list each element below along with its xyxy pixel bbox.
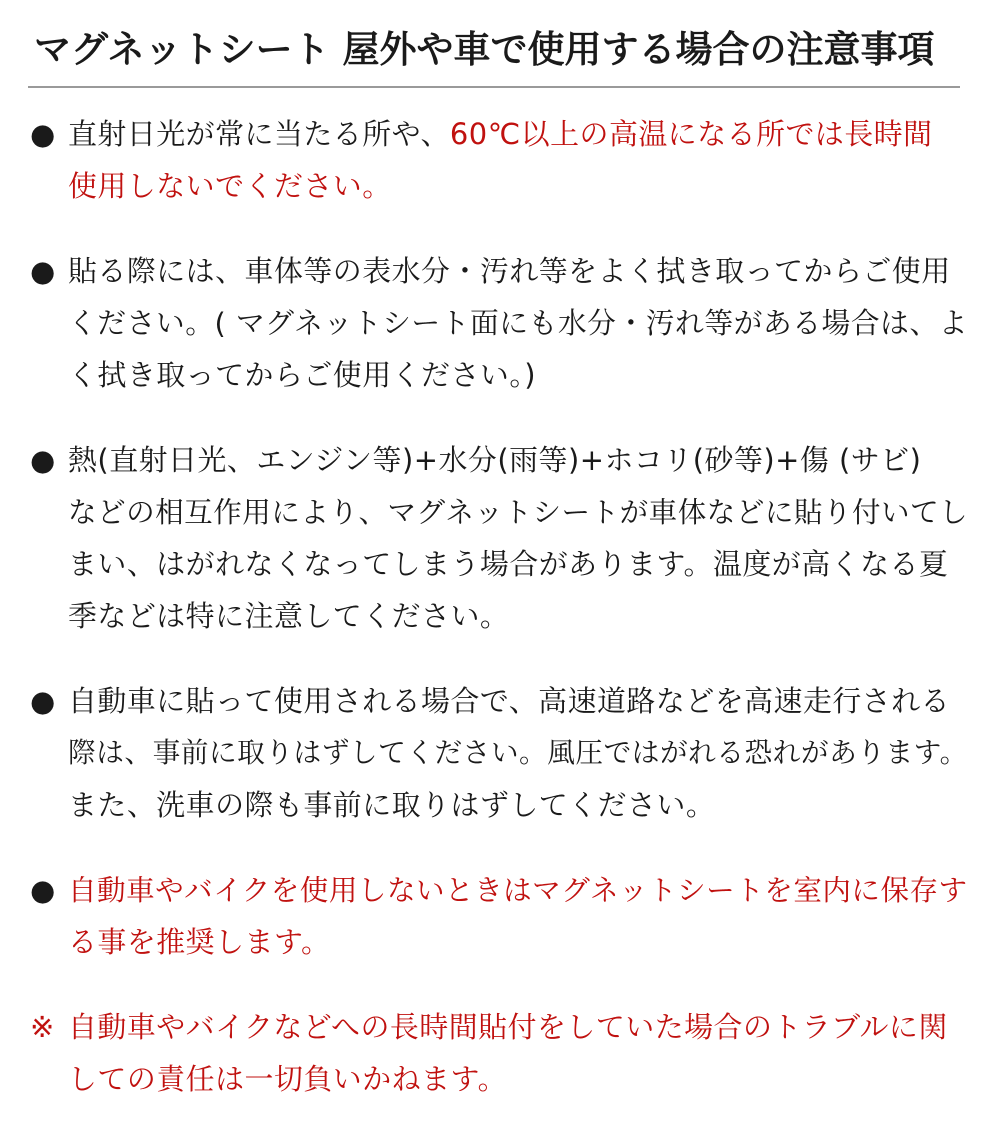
note-line: などの相互作用により、マグネットシートが車体などに貼り付いてし	[68, 495, 969, 529]
note-line: る事を推奨します。	[68, 925, 331, 959]
disclaimer	[30, 1001, 970, 1105]
note-line: また、洗車の際も事前に取りはずしてください。	[68, 788, 716, 822]
note-line: 熱(直射日光、エンジン等)+水分(雨等)+ホコリ(砂等)+傷 (サビ)	[68, 443, 922, 477]
note-line	[68, 160, 970, 212]
note-line: 際は、事前に取りはずしてください。風圧ではがれる恐れがあります。	[68, 736, 968, 769]
note-warning-text: 使用しないでください。	[68, 169, 392, 203]
note-warning-text: 60℃以上の高温になる所では長時間	[449, 117, 933, 151]
bullet-icon: ●	[30, 873, 56, 907]
caution-item-adhesion	[30, 434, 970, 642]
note-line: しての責任は一切負いかねます。	[68, 1062, 508, 1096]
caution-item-heat	[30, 108, 970, 212]
title-divider	[28, 86, 960, 88]
note-line: ください。( マグネットシート面にも水分・汚れ等がある場合は、よ	[68, 306, 969, 340]
note-line: まい、はがれなくなってしまう場合があります。温度が高くなる夏	[68, 547, 949, 581]
caution-item-highway	[30, 675, 970, 831]
caution-item-storage	[30, 864, 970, 968]
caution-list	[30, 108, 970, 1138]
bullet-icon: ●	[30, 443, 56, 477]
note-line: 自動車に貼って使用される場合で、高速道路などを高速走行される	[68, 684, 951, 718]
reference-mark-icon: ※	[30, 1010, 55, 1044]
note-line: く拭き取ってからご使用ください。)	[68, 358, 537, 392]
page-title: マグネットシート 屋外や車で使用する場合の注意事項	[34, 28, 935, 71]
note-line: 自動車やバイクなどへの長時間貼付をしていた場合のトラブルに関	[68, 1010, 948, 1044]
bullet-icon: ●	[30, 117, 56, 151]
caution-item-cleaning	[30, 245, 970, 401]
note-text: 直射日光が常に当たる所や、	[68, 117, 450, 151]
note-line: 貼る際には、車体等の表水分・汚れ等をよく拭き取ってからご使用	[68, 254, 951, 288]
bullet-icon: ●	[30, 254, 56, 288]
note-line	[68, 108, 970, 160]
note-line: 季などは特に注意してください。	[68, 599, 510, 633]
bullet-icon: ●	[30, 684, 56, 718]
note-line: 自動車やバイクを使用しないときはマグネットシートを室内に保存す	[68, 873, 968, 907]
